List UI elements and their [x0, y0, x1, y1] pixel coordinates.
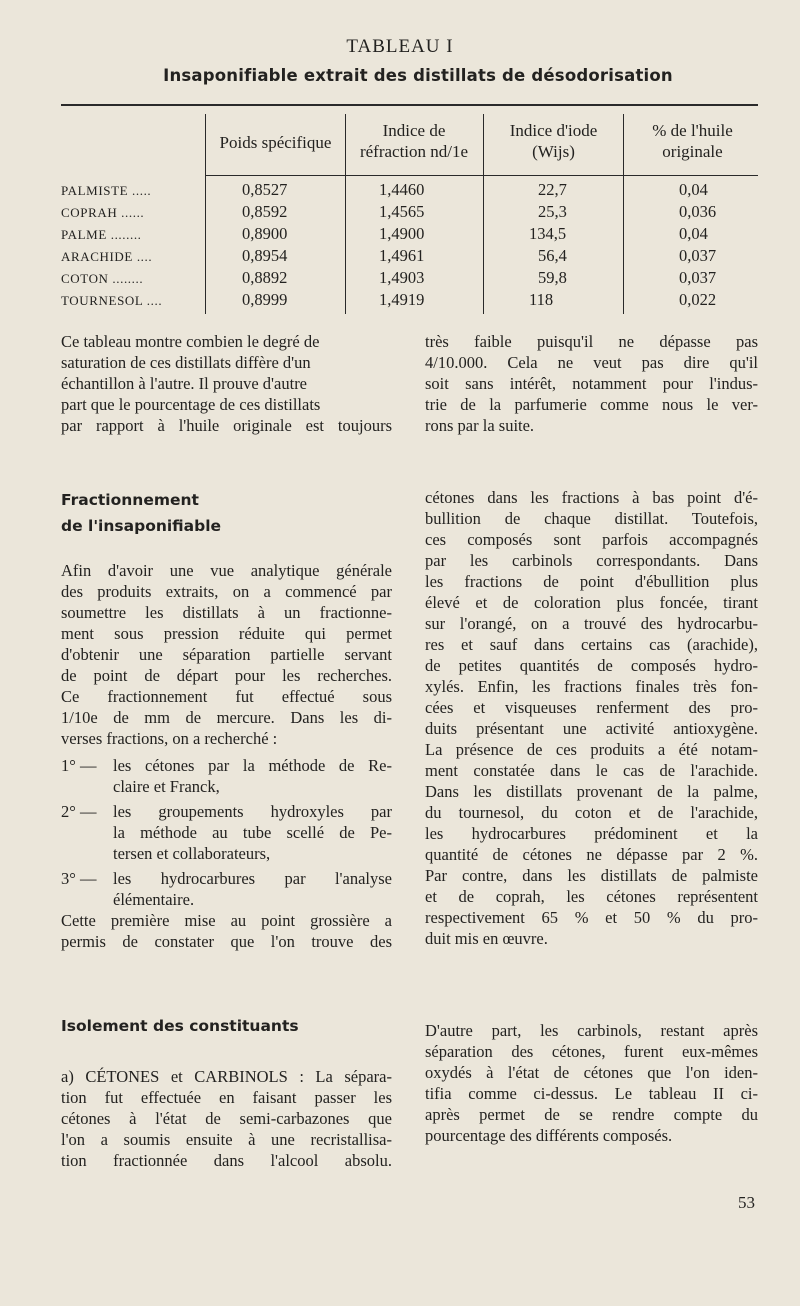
- header-huile-line2: originale: [662, 142, 723, 161]
- intro-left-column: [61, 331, 392, 436]
- text-line: les fractions de point d'ébullition plus: [425, 572, 758, 591]
- list-item: [61, 868, 392, 910]
- list-item: [61, 755, 392, 797]
- text-line: par les carbinols correspondants. Dans: [425, 551, 758, 570]
- cell-refraction: 1,4900: [379, 224, 425, 243]
- text-line: les cétones par la méthode de Re-: [113, 756, 392, 775]
- header-iode-line1: Indice d'iode: [509, 121, 598, 140]
- text-line: tersen et collaborateurs,: [113, 844, 271, 863]
- page-number: 53: [738, 1193, 755, 1212]
- text-line: 4/10.000. Cela ne veut pas dire qu'il: [425, 353, 758, 372]
- header-iode-line2: (Wijs): [532, 142, 575, 161]
- table-top-rule: [61, 104, 758, 106]
- section2-right-column: [425, 1020, 758, 1146]
- text-line: bullition de chaque distillat. Toutefois,: [425, 509, 758, 528]
- text-line: Ce fractionnement fut effectué sous: [61, 687, 392, 706]
- row-label: TOURNESOL ....: [61, 293, 163, 308]
- cell-refraction: 1,4903: [379, 268, 425, 287]
- row-label: COPRAH ......: [61, 205, 145, 220]
- text-line: ces composés sont parfois accompagnés: [425, 530, 758, 549]
- text-line: du tournesol, du coton et de l'arachide,: [425, 803, 758, 822]
- text-line: saturation de ces distillats diffère d'un: [61, 353, 311, 372]
- text-line: d'obtenir une séparation partielle servant: [61, 645, 392, 664]
- cell-huile: 0,04: [679, 224, 708, 243]
- cell-poids: 0,8999: [242, 290, 288, 309]
- section1-right-column: [425, 487, 758, 949]
- text-line: ment constatée dans le cas de l'arachide.: [425, 761, 758, 780]
- text-line: cétones dans les fractions à bas point d'é-: [425, 488, 758, 507]
- text-line: élevé et de coloration plus foncée, tirant: [425, 593, 758, 612]
- text-line: rons par la suite.: [425, 416, 535, 435]
- table-col-divider: [205, 114, 206, 314]
- text-line: et de coprah, les cétones représentent: [425, 887, 758, 906]
- text-line: 1/10e de mm de mercure. Dans les di-: [61, 708, 392, 727]
- text-line: les hydrocarbures prédominent et la: [425, 824, 758, 843]
- text-line: élémentaire.: [113, 890, 195, 909]
- text-line: verses fractions, on a recherché :: [61, 729, 278, 748]
- text-line: sur l'orangé, on a trouvé des hydrocarbu-: [425, 614, 758, 633]
- header-poids: Poids spécifique: [219, 133, 332, 152]
- text-line: la méthode au tube scellé de Pe-: [113, 823, 392, 842]
- list-number: 3° —: [61, 869, 97, 888]
- cell-iode: 59,8: [538, 268, 567, 287]
- text-line: duits présentant une activité antioxygène.: [425, 719, 758, 738]
- cell-poids: 0,8592: [242, 202, 288, 221]
- text-line: pourcentage des différents composés.: [425, 1126, 673, 1145]
- text-line: cétones à l'état de semi-carbazones que: [61, 1109, 392, 1128]
- text-line: Ce tableau montre combien le degré de: [61, 332, 320, 351]
- cell-refraction: 1,4919: [379, 290, 425, 309]
- text-line: res et sauf dans certains cas (arachide),: [425, 635, 758, 654]
- text-line: La présence de ces produits a été notam-: [425, 740, 758, 759]
- text-line: Par contre, dans les distillats de palmiste: [425, 866, 758, 885]
- text-line: tion fut effectuée en faisant passer les: [61, 1088, 392, 1107]
- intro-right-column: [425, 331, 758, 436]
- table-col-divider: [623, 114, 624, 314]
- text-line: par rapport à l'huile originale est toujours: [61, 416, 392, 435]
- text-line: ment sous pression réduite qui permet: [61, 624, 392, 643]
- text-line: claire et Franck,: [113, 777, 220, 796]
- heading-line: de l'insaponifiable: [61, 517, 222, 535]
- text-line: quantité de cétones ne dépasse par 2 %.: [425, 845, 758, 864]
- text-line: oxydés à l'état de cétones que l'on iden-: [425, 1063, 758, 1082]
- cell-poids: 0,8900: [242, 224, 288, 243]
- text-line: respectivement 65 % et 50 % du pro-: [425, 908, 758, 927]
- text-line: séparation des cétones, furent eux-mêmes: [425, 1042, 758, 1061]
- text-line: les groupements hydroxyles par: [113, 802, 392, 821]
- row-label: PALME ........: [61, 227, 142, 242]
- row-label: PALMISTE .....: [61, 183, 152, 198]
- cell-iode: 134,5: [529, 224, 567, 243]
- table-subtitle: Insaponifiable extrait des distillats de désodorisation: [163, 66, 673, 85]
- header-iode: [485, 120, 622, 162]
- row-label: COTON ........: [61, 271, 144, 286]
- text-line: cées et visqueuses renferment des pro-: [425, 698, 758, 717]
- text-line: Cette première mise au point grossière a: [61, 911, 392, 930]
- cell-iode: 25,3: [538, 202, 567, 221]
- cell-refraction: 1,4460: [379, 180, 425, 199]
- list-item: [61, 801, 392, 864]
- text-line: tion fractionnée dans l'alcool absolu.: [61, 1151, 392, 1170]
- header-huile: [625, 120, 760, 162]
- cell-poids: 0,8527: [242, 180, 288, 199]
- cell-refraction: 1,4961: [379, 246, 425, 265]
- text-line: a) CÉTONES et CARBINOLS : La sépara-: [61, 1067, 392, 1086]
- text-line: échantillon à l'autre. Il prouve d'autre: [61, 374, 308, 393]
- section-heading-fractionnement: [61, 487, 221, 539]
- text-line: de petites quantités de composés hydro-: [425, 656, 758, 675]
- list-number: 2° —: [61, 802, 97, 821]
- table-col-divider: [483, 114, 484, 314]
- section2-left-column: [61, 1066, 392, 1171]
- table-title: TABLEAU I: [346, 36, 454, 57]
- section1-left-column: [61, 560, 392, 952]
- text-line: soit sans intérêt, notamment pour l'indus-: [425, 374, 758, 393]
- cell-iode: 118: [529, 290, 554, 309]
- text-line: D'autre part, les carbinols, restant après: [425, 1021, 758, 1040]
- text-line: trie de la parfumerie comme nous le ver-: [425, 395, 758, 414]
- text-line: xylés. Enfin, les fractions finales très fon-: [425, 677, 758, 696]
- header-huile-line1: % de l'huile: [652, 121, 733, 140]
- cell-refraction: 1,4565: [379, 202, 425, 221]
- list-number: 1° —: [61, 756, 97, 775]
- text-line: des produits extraits, on a commencé par: [61, 582, 392, 601]
- text-line: part que le pourcentage de ces distillats: [61, 395, 321, 414]
- text-line: les hydrocarbures par l'analyse: [113, 869, 392, 888]
- cell-huile: 0,037: [679, 268, 717, 287]
- text-line: permis de constater que l'on trouve des: [61, 932, 392, 951]
- row-label: ARACHIDE ....: [61, 249, 153, 264]
- cell-huile: 0,037: [679, 246, 717, 265]
- section-heading-isolement: Isolement des constituants: [61, 1017, 299, 1035]
- cell-poids: 0,8892: [242, 268, 288, 287]
- cell-poids: 0,8954: [242, 246, 288, 265]
- text-line: Dans les distillats provenant de la palme,: [425, 782, 758, 801]
- text-line: Afin d'avoir une vue analytique générale: [61, 561, 392, 580]
- cell-huile: 0,036: [679, 202, 717, 221]
- heading-line: Fractionnement: [61, 491, 199, 509]
- text-line: très faible puisqu'il ne dépasse pas: [425, 332, 758, 351]
- header-refraction-line2: réfraction nd/1e: [359, 142, 469, 161]
- cell-iode: 56,4: [538, 246, 567, 265]
- table-header-rule: [205, 175, 758, 176]
- cell-iode: 22,7: [538, 180, 567, 199]
- text-line: duit mis en œuvre.: [425, 929, 548, 948]
- text-line: l'on a soumis ensuite à une recristallisa-: [61, 1130, 392, 1149]
- text-line: de point de départ pour les recherches.: [61, 666, 392, 685]
- cell-huile: 0,04: [679, 180, 708, 199]
- cell-huile: 0,022: [679, 290, 717, 309]
- text-line: après permet de se rendre compte du: [425, 1105, 758, 1124]
- header-refraction: [346, 120, 482, 162]
- text-line: soumettre les distillats à un fractionne-: [61, 603, 392, 622]
- text-line: tifia comme ci-dessus. Le tableau II ci-: [425, 1084, 758, 1103]
- header-refraction-line1: Indice de: [382, 121, 446, 140]
